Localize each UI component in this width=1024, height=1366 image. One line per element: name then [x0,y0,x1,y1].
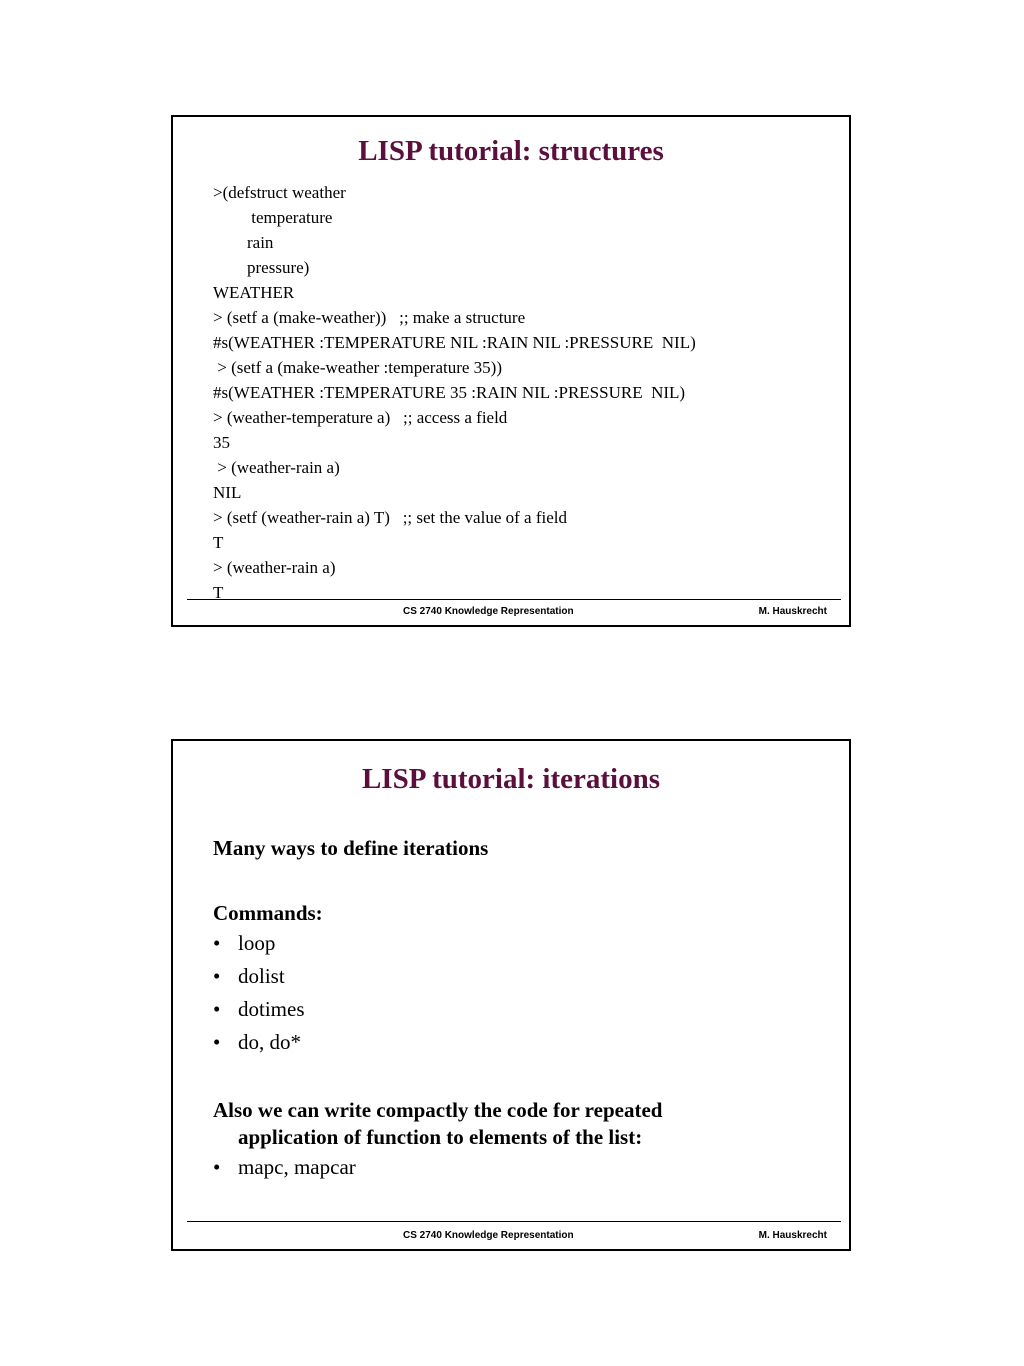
code-line: pressure) [213,258,310,277]
footer-divider [187,599,841,600]
mapping-list [213,1151,662,1184]
commands-list [213,927,323,1059]
code-line: temperature [213,208,333,227]
bullet-icon: • [213,964,221,988]
intro-block [213,835,488,862]
slide-structures [171,115,851,627]
mapping-heading-line-1: Also we can write compactly the code for repeated [213,1098,663,1122]
bullet-item [213,927,323,960]
code-line: > (weather-rain a) [213,558,336,577]
bullet-item [213,1151,662,1184]
bullet-icon: • [213,1155,221,1179]
bullet-item [213,993,323,1026]
footer-course: CS 2740 Knowledge Representation [403,1230,574,1241]
bullet-icon: • [213,997,221,1021]
mapping-heading-line-2: application of function to elements of the list: [238,1125,643,1149]
bullet-text: do, do* [238,1030,301,1054]
slide-iterations [171,739,851,1251]
code-line: 35 [213,433,230,452]
code-line: NIL [213,483,242,502]
commands-heading: Commands: [213,901,323,925]
code-line: #s(WEATHER :TEMPERATURE 35 :RAIN NIL :PRESSURE NIL) [213,383,686,402]
code-line: WEATHER [213,283,295,302]
footer-divider [187,1221,841,1222]
code-line: rain [213,233,274,252]
code-line: > (weather-rain a) [213,458,340,477]
code-line: >(defstruct weather [213,183,346,202]
bullet-item [213,960,323,993]
slide-title: LISP tutorial: structures [358,135,664,167]
code-line: > (setf a (make-weather)) ;; make a structure [213,308,526,327]
bullet-icon: • [213,1030,221,1054]
bullet-text: dotimes [238,997,305,1021]
code-line: T [213,533,224,552]
code-listing [213,180,696,605]
code-line: > (setf a (make-weather :temperature 35)) [213,358,502,377]
bullet-text: dolist [238,964,285,988]
footer-author: M. Hauskrecht [758,1230,827,1241]
code-line: #s(WEATHER :TEMPERATURE NIL :RAIN NIL :PRESSURE NIL) [213,333,696,352]
footer-author: M. Hauskrecht [758,606,827,617]
slide-title: LISP tutorial: iterations [361,763,661,795]
code-line: > (setf (weather-rain a) T) ;; set the value of a field [213,508,567,527]
intro-text: Many ways to define iterations [213,836,489,860]
mapping-block [213,1097,662,1184]
bullet-icon: • [213,931,221,955]
footer-course: CS 2740 Knowledge Representation [403,606,574,617]
code-line: > (weather-temperature a) ;; access a field [213,408,508,427]
bullet-text: loop [238,931,276,955]
bullet-item [213,1026,323,1059]
bullet-text: mapc, mapcar [238,1155,356,1179]
code-line: T [213,583,224,602]
commands-block [213,900,323,1059]
